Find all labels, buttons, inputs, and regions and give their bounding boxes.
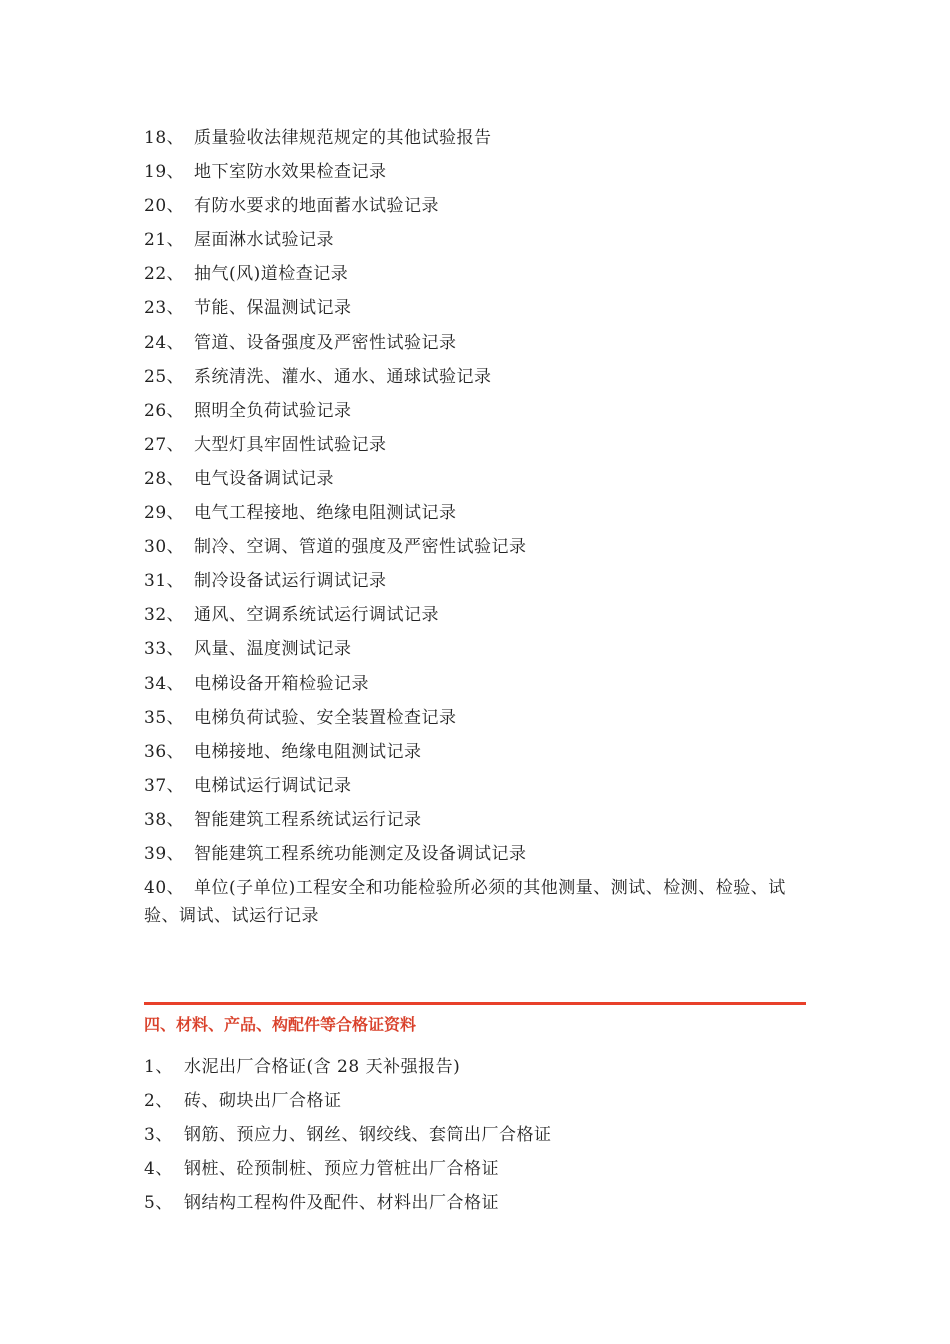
item-number: 32、 [144, 605, 185, 626]
section-heading: 四、材料、产品、构配件等合格证资料 [144, 1015, 417, 1034]
item-number: 4、 [144, 1159, 173, 1180]
list-item [144, 772, 809, 806]
item-number: 24、 [144, 332, 185, 353]
item-number: 1、 [144, 1057, 173, 1077]
list-item [144, 840, 809, 874]
item-text: 管道、设备强度及严密性试验记录 [194, 332, 457, 353]
list-item [144, 192, 809, 226]
item-text: 电气工程接地、绝缘电阻测试记录 [194, 503, 457, 524]
section-divider [144, 1002, 806, 1005]
item-text: 电梯负荷试验、安全装置检查记录 [194, 707, 457, 728]
list-item [144, 670, 809, 704]
item-text: 通风、空调系统试运行调试记录 [194, 605, 439, 626]
item-text: 电梯设备开箱检验记录 [194, 673, 369, 694]
item-text: 钢结构工程构件及配件、材料出厂合格证 [184, 1193, 499, 1214]
item-text: 钢桩、砼预制桩、预应力管桩出厂合格证 [184, 1159, 499, 1180]
list-item [144, 738, 809, 772]
list-item [144, 158, 809, 192]
item-number: 39、 [144, 843, 185, 864]
list-item [144, 499, 809, 533]
list-item [144, 294, 809, 328]
item-number: 31、 [144, 571, 185, 592]
list-item [144, 704, 809, 738]
item-text: 砖、砌块出厂合格证 [184, 1091, 342, 1112]
list-item [144, 567, 809, 601]
list-item [144, 431, 809, 465]
item-number: 35、 [144, 707, 185, 728]
item-number: 23、 [144, 298, 185, 319]
list-item [144, 1155, 809, 1189]
item-text: 电气设备调试记录 [194, 468, 334, 489]
list-item [144, 533, 809, 567]
item-text: 电梯试运行调试记录 [194, 775, 352, 796]
list-item [144, 124, 809, 158]
item-number: 29、 [144, 503, 185, 524]
list-item [144, 329, 809, 363]
item-number: 2、 [144, 1091, 173, 1112]
list-item [144, 363, 809, 397]
item-number: 25、 [144, 366, 185, 387]
item-text: 智能建筑工程系统功能测定及设备调试记录 [194, 843, 527, 864]
list-item [144, 806, 809, 840]
item-number: 40、 [144, 878, 185, 899]
item-number: 36、 [144, 741, 185, 762]
item-text: 系统清洗、灌水、通水、通球试验记录 [194, 366, 492, 387]
list-item [144, 226, 809, 260]
item-text: 照明全负荷试验记录 [194, 400, 352, 421]
list-item [144, 635, 809, 669]
item-text: 有防水要求的地面蓄水试验记录 [194, 196, 439, 217]
list-item [144, 874, 809, 930]
item-number: 5、 [144, 1193, 173, 1214]
item-number: 20、 [144, 196, 185, 217]
item-number: 30、 [144, 537, 185, 558]
item-text: 智能建筑工程系统试运行记录 [194, 809, 422, 830]
item-text: 地下室防水效果检查记录 [194, 162, 387, 183]
item-text: 节能、保温测试记录 [194, 298, 352, 319]
item-number: 28、 [144, 468, 185, 489]
list-item [144, 465, 809, 499]
item-text: 大型灯具牢固性试验记录 [194, 434, 387, 455]
list-item [144, 601, 809, 635]
test-records-list [144, 124, 809, 930]
item-text: 电梯接地、绝缘电阻测试记录 [194, 741, 422, 762]
item-number: 18、 [144, 128, 185, 148]
item-text: 钢筋、预应力、钢丝、钢绞线、套筒出厂合格证 [184, 1125, 552, 1146]
item-number: 33、 [144, 639, 185, 660]
item-number: 21、 [144, 230, 185, 251]
item-number: 22、 [144, 264, 185, 285]
list-item [144, 1189, 809, 1223]
item-text: 风量、温度测试记录 [194, 639, 352, 660]
item-number: 26、 [144, 400, 185, 421]
list-item [144, 1121, 809, 1155]
item-text: 抽气(风)道检查记录 [194, 264, 349, 285]
list-item [144, 260, 809, 294]
item-text: 屋面淋水试验记录 [194, 230, 334, 251]
list-item [144, 1087, 809, 1121]
item-number: 38、 [144, 809, 185, 830]
item-number: 34、 [144, 673, 185, 694]
item-number: 37、 [144, 775, 185, 796]
item-text: 单位(子单位)工程安全和功能检验所必须的其他测量、测试、检测、检验、试验、调试、试运行记录 [144, 878, 786, 927]
item-text: 制冷、空调、管道的强度及严密性试验记录 [194, 537, 527, 558]
item-text: 质量验收法律规范规定的其他试验报告 [194, 128, 492, 148]
item-text: 制冷设备试运行调试记录 [194, 571, 387, 592]
item-number: 27、 [144, 434, 185, 455]
list-item [144, 397, 809, 431]
item-text: 水泥出厂合格证(含 28 天补强报告) [184, 1057, 461, 1077]
certificates-list [144, 1053, 809, 1223]
item-number: 19、 [144, 162, 185, 183]
list-item [144, 1053, 809, 1087]
item-number: 3、 [144, 1125, 173, 1146]
